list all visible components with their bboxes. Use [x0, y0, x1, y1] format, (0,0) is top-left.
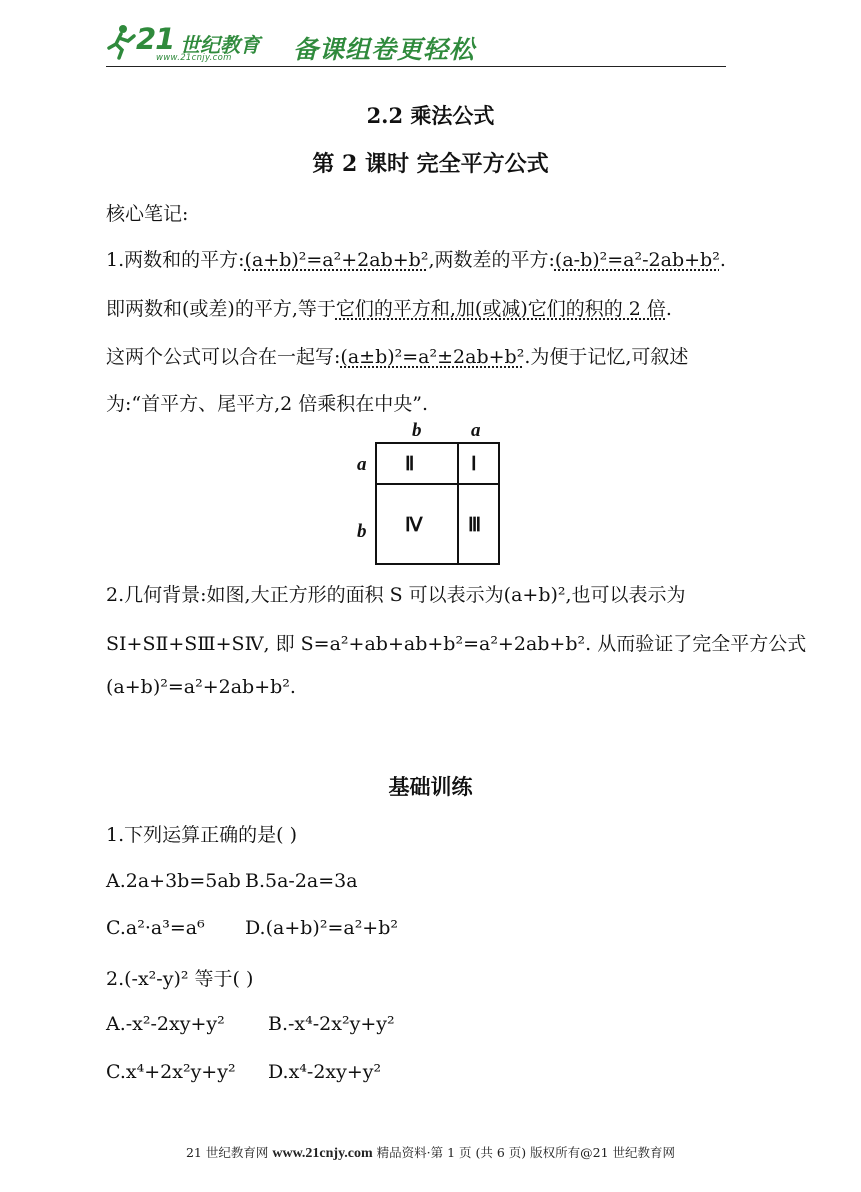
- region-3: Ⅲ: [468, 515, 482, 536]
- note2-line1: 2.几何背景:如图,大正方形的面积 S 可以表示为(a+b)²,也可以表示为: [106, 584, 686, 606]
- figure-label-b-left: b: [357, 521, 367, 542]
- note2-line2: SⅠ+SⅡ+SⅢ+SⅣ, 即 S=a²+ab+ab+b²=a²+2ab+b². 从而验证了完全平方公式: [106, 633, 807, 655]
- runner-icon: [106, 24, 138, 60]
- figure-label-a-top: a: [471, 420, 481, 441]
- figure-horizontal-divider: [377, 483, 498, 485]
- q2-option-a: A.-x²-2xy+y²: [106, 1013, 225, 1035]
- logo-name: 世纪教育: [180, 33, 260, 57]
- note1-text: .为便于记忆,可叙述: [524, 346, 689, 368]
- q1-option-b: B.5a-2a=3a: [245, 870, 358, 892]
- figure-vertical-divider: [457, 444, 459, 563]
- q1-stem: 1.下列运算正确的是( ): [106, 824, 297, 846]
- section-heading: 基础训练: [388, 774, 473, 799]
- answer-combined: (a±b)²=a²±2ab+b²: [340, 346, 525, 368]
- page-title: 2.2 乘法公式: [366, 103, 495, 128]
- logo-number: 21: [136, 22, 175, 56]
- note1-text: ,两数差的平方:: [428, 249, 555, 271]
- region-1: Ⅰ: [471, 454, 477, 475]
- notes-heading: 核心笔记:: [106, 203, 189, 225]
- header-rule: [106, 66, 726, 67]
- q2-option-b: B.-x⁴-2x²y+y²: [268, 1013, 395, 1035]
- note1-text: .: [665, 298, 672, 320]
- figure-label-b-top: b: [412, 420, 422, 441]
- figure-outline: [375, 442, 500, 565]
- footer-url[interactable]: www.21cnjy.com: [272, 1146, 373, 1161]
- note1-text: 1.两数和的平方:: [106, 249, 245, 271]
- note2-line3: (a+b)²=a²+2ab+b².: [106, 676, 296, 698]
- q1-option-d: D.(a+b)²=a²+b²: [245, 917, 399, 939]
- note1-line3: [106, 342, 688, 369]
- answer-diff-square: (a-b)²=a²-2ab+b²: [554, 249, 720, 271]
- q2-stem: 2.(-x²-y)² 等于( ): [106, 968, 254, 990]
- footer-left: 21 世纪教育网: [185, 1145, 273, 1160]
- logo-url: www.21cnjy.com: [156, 53, 232, 63]
- q1-option-a: A.2a+3b=5ab: [106, 870, 241, 892]
- page-footer: [0, 1143, 861, 1162]
- note1-line2: [106, 294, 672, 321]
- site-logo: [106, 20, 286, 68]
- q2-option-c: C.x⁴+2x²y+y²: [106, 1061, 236, 1083]
- note1-line4: 为:“首平方、尾平方,2 倍乘积在中央”.: [106, 393, 429, 415]
- q1-option-c: C.a²·a³=a⁶: [106, 917, 205, 939]
- q2-option-d: D.x⁴-2xy+y²: [268, 1061, 382, 1083]
- region-4: Ⅳ: [405, 515, 423, 536]
- note1-text: 即两数和(或差)的平方,等于: [106, 298, 336, 320]
- note1-line1: [106, 245, 726, 272]
- region-2: Ⅱ: [405, 454, 415, 475]
- figure-label-a-left: a: [357, 454, 367, 475]
- answer-rule: 它们的平方和,加(或减)它们的积的 2 倍: [335, 298, 666, 320]
- note1-text: 这两个公式可以合在一起写:: [106, 346, 341, 368]
- footer-right: 精品资料·第 1 页 (共 6 页) 版权所有@21 世纪教育网: [372, 1145, 675, 1160]
- page-subtitle: 第 2 课时 完全平方公式: [312, 151, 549, 177]
- answer-sum-square: (a+b)²=a²+2ab+b²: [244, 249, 429, 271]
- header-slogan: 备课组卷更轻松: [293, 35, 476, 64]
- note1-text: .: [719, 249, 726, 271]
